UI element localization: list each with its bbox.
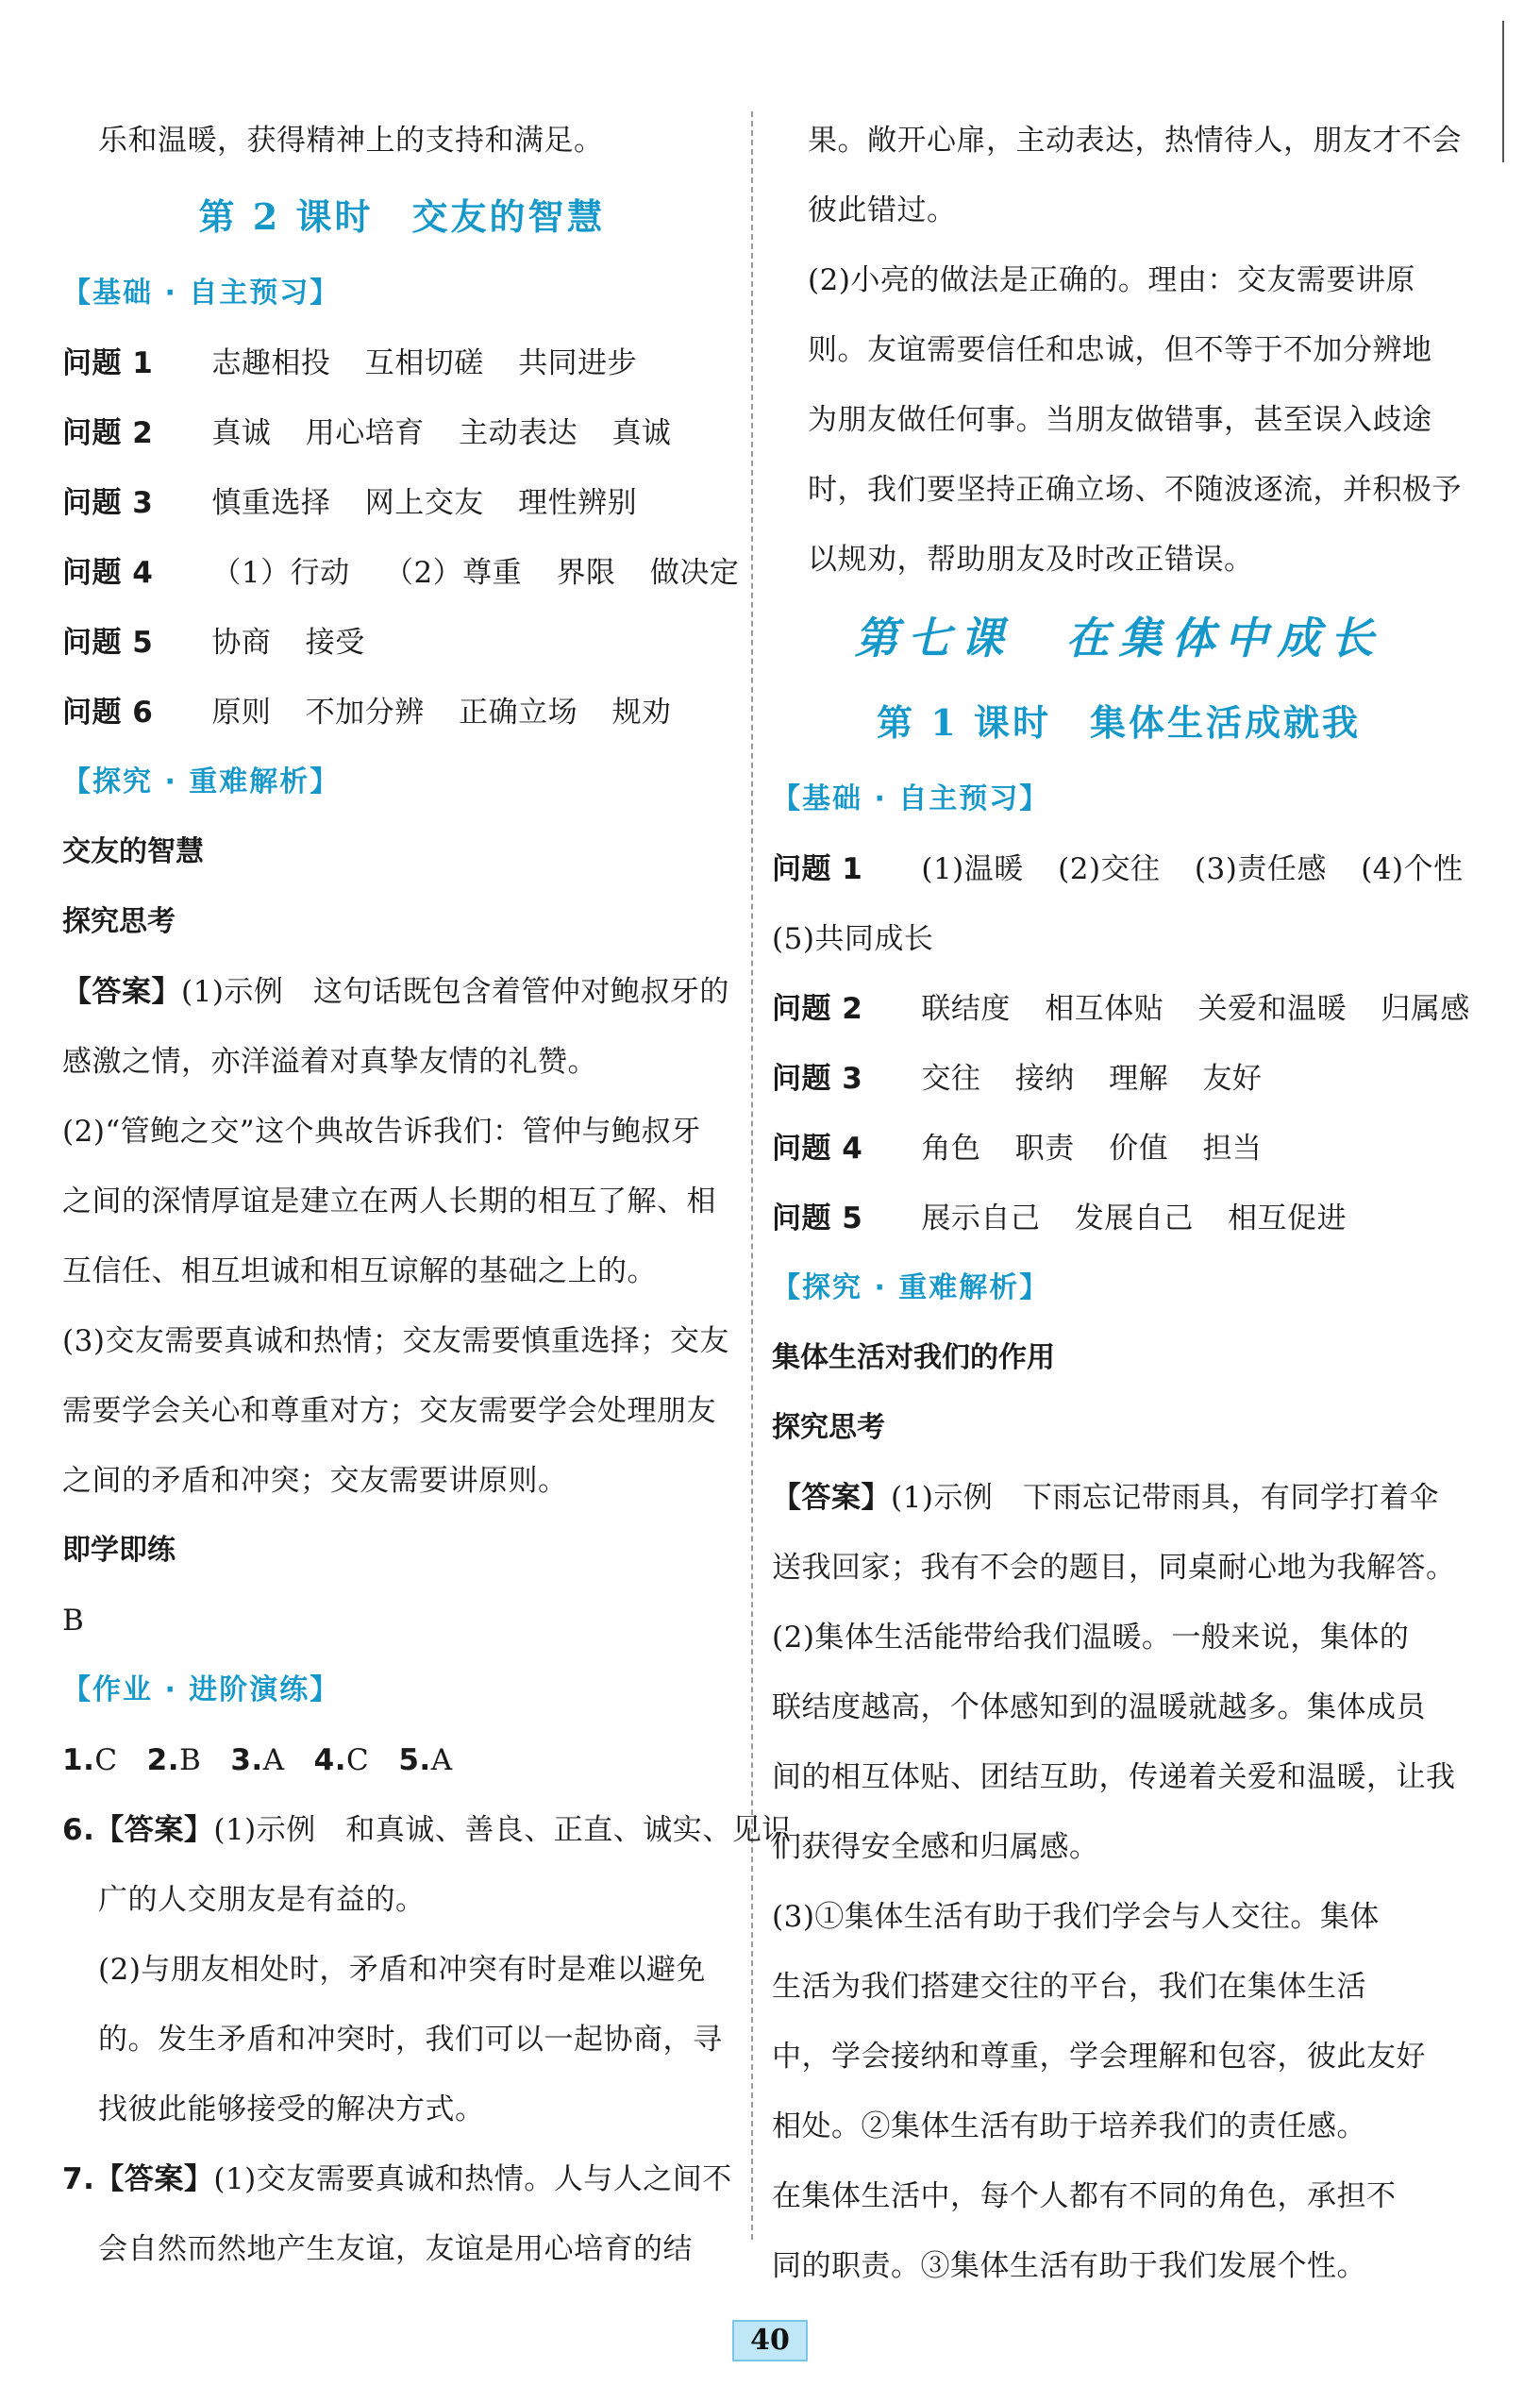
answer-item: 不加分辨 xyxy=(305,696,425,730)
answer-tag: 【答案】 xyxy=(94,1813,214,1847)
question-row xyxy=(62,678,742,748)
answer-line: 感激之情，亦洋溢着对真挚友情的礼赞。 xyxy=(62,1045,597,1079)
answer-text: (1)示例 这句话既包含着管仲对鲍叔牙的 xyxy=(181,975,729,1009)
question-row xyxy=(62,328,742,398)
answer-line: 的。发生矛盾和冲突时，我们可以一起协商，寻 xyxy=(98,2023,723,2057)
answer-line: 相处。②集体生活有助于培养我们的责任感。 xyxy=(772,2109,1366,2143)
mc-answer: C xyxy=(346,1743,370,1777)
section-title-lesson1: 第 1 课时 集体生活成就我 xyxy=(877,701,1361,744)
answer-item: 真诚 xyxy=(211,416,272,450)
answer-item: 归属感 xyxy=(1381,992,1470,1026)
answer-item: (1)温暖 xyxy=(921,852,1024,886)
answer-item: 理性辨别 xyxy=(518,486,638,520)
answer-item: (2)交往 xyxy=(1058,852,1161,886)
answer-line: (2)与朋友相处时，矛盾和冲突有时是难以避免 xyxy=(98,1953,706,1987)
answer-item: (4)个性 xyxy=(1361,852,1464,886)
question-label: 问题 6 xyxy=(62,696,154,730)
answer-line: 在集体生活中，每个人都有不同的角色，承担不 xyxy=(772,2179,1397,2213)
question-label: 问题 1 xyxy=(772,852,863,886)
answer-line: 之间的深情厚谊是建立在两人长期的相互了解、相 xyxy=(62,1185,716,1218)
left-top-line: 乐和温暖，获得精神上的支持和满足。 xyxy=(98,124,604,158)
answer-line: 则。友谊需要信任和忠诚，但不等于不加分辨地 xyxy=(808,333,1432,367)
answer-line: 果。敞开心扉，主动表达，热情待人，朋友才不会 xyxy=(808,124,1462,158)
answer-item: 主动表达 xyxy=(459,416,578,450)
mc-number: 1. xyxy=(62,1743,95,1777)
answer-line: 之间的矛盾和冲突；交友需要讲原则。 xyxy=(62,1464,568,1498)
answer-item: 职责 xyxy=(1014,1132,1075,1166)
answer-line: 广的人交朋友是有益的。 xyxy=(98,1883,426,1917)
mc-number: 4. xyxy=(313,1743,347,1777)
question-label: 问题 3 xyxy=(772,1062,863,1096)
section-title-lesson2: 第 2 课时 交友的智慧 xyxy=(198,195,606,238)
mc-number: 2. xyxy=(146,1743,180,1777)
answer-line xyxy=(62,1795,792,1865)
mc-answer: B xyxy=(179,1743,202,1777)
answer-line: 以规劝，帮助朋友及时改正错误。 xyxy=(808,543,1254,577)
answer-item: 正确立场 xyxy=(459,696,578,730)
question-row xyxy=(772,1044,1465,1114)
topic-heading: 集体生活对我们的作用 xyxy=(772,1341,1055,1374)
answer-item: 联结度 xyxy=(921,992,1011,1026)
answer-item: 展示自己 xyxy=(921,1201,1041,1235)
answer-line: 送我回家；我有不会的题目，同桌耐心地为我解答。 xyxy=(772,1551,1456,1585)
section-header-explore: 【探究 · 重难解析】 xyxy=(62,765,341,798)
answer-item: 担当 xyxy=(1202,1132,1263,1166)
answer-item: 接受 xyxy=(305,626,365,660)
answer-item: 友好 xyxy=(1202,1062,1263,1096)
lesson-title: 第七课 在集体中成长 xyxy=(854,613,1383,664)
answer-item: 交往 xyxy=(921,1062,981,1096)
question-row xyxy=(62,468,742,538)
mc-number: 3. xyxy=(230,1743,263,1777)
question-row xyxy=(772,974,1470,1044)
answer-item: (3)责任感 xyxy=(1194,852,1327,886)
answer-line: 会自然而然地产生友谊，友谊是用心培育的结 xyxy=(98,2232,693,2266)
question-label: 问题 1 xyxy=(62,346,154,380)
mc-answer: C xyxy=(94,1743,118,1777)
section-header-homework: 【作业 · 进阶演练】 xyxy=(62,1673,341,1706)
answer-line: 为朋友做任何事。当朋友做错事，甚至误入歧途 xyxy=(808,403,1432,437)
answer-item: 真诚 xyxy=(611,416,672,450)
answer-item: 志趣相投 xyxy=(211,346,331,380)
answer-text: (1)示例 下雨忘记带雨具，有同学打着伞 xyxy=(891,1481,1439,1515)
section-header-explore: 【探究 · 重难解析】 xyxy=(772,1271,1050,1304)
answer-item: 角色 xyxy=(921,1132,981,1166)
answer-item: 规劝 xyxy=(611,696,672,730)
answer-item: 价值 xyxy=(1109,1132,1169,1166)
answer-line: 需要学会关心和尊重对方；交友需要学会处理朋友 xyxy=(62,1394,716,1428)
mc-number: 5. xyxy=(398,1743,431,1777)
answer-item: 互相切磋 xyxy=(364,346,484,380)
section-header-preview: 【基础 · 自主预习】 xyxy=(772,782,1050,815)
practice-answer: B xyxy=(62,1604,85,1638)
answer-line: (5)共同成长 xyxy=(772,922,934,956)
page-edge-line xyxy=(1502,21,1504,162)
answer-line: (3)①集体生活有助于我们学会与人交往。集体 xyxy=(772,1900,1380,1934)
question-label: 问题 4 xyxy=(772,1132,863,1166)
answer-line: (2)集体生活能带给我们温暖。一般来说，集体的 xyxy=(772,1621,1410,1655)
left-column xyxy=(62,106,792,2284)
answer-item: 接纳 xyxy=(1014,1062,1075,1096)
answer-item: 相互促进 xyxy=(1228,1201,1348,1235)
question-number: 7. xyxy=(62,2162,95,2196)
answer-line: 中，学会接纳和尊重，学会理解和包容，彼此友好 xyxy=(772,2040,1426,2074)
practice-heading: 即学即练 xyxy=(62,1534,176,1567)
answer-item: 理解 xyxy=(1109,1062,1169,1096)
question-row xyxy=(62,608,742,678)
answer-item: 界限 xyxy=(556,556,616,590)
section-header-preview: 【基础 · 自主预习】 xyxy=(62,277,341,310)
think-heading: 探究思考 xyxy=(772,1411,885,1444)
answer-line xyxy=(62,957,742,1027)
topic-heading: 交友的智慧 xyxy=(62,835,204,868)
answer-line: (2)“管鲍之交”这个典故告诉我们：管仲与鲍叔牙 xyxy=(62,1115,701,1149)
question-row xyxy=(62,538,742,608)
answer-item: 共同进步 xyxy=(518,346,638,380)
page-number: 40 xyxy=(732,2320,808,2361)
answer-line xyxy=(772,1463,1465,1533)
answer-item: 用心培育 xyxy=(305,416,425,450)
answer-item: 关爱和温暖 xyxy=(1197,992,1348,1026)
think-heading: 探究思考 xyxy=(62,905,176,938)
question-row xyxy=(772,834,1465,904)
answer-item: 做决定 xyxy=(649,556,740,590)
answer-item: 原则 xyxy=(211,696,272,730)
question-label: 问题 5 xyxy=(62,626,154,660)
answer-line: 生活为我们搭建交往的平台，我们在集体生活 xyxy=(772,1970,1366,2004)
answer-line: 找彼此能够接受的解决方式。 xyxy=(98,2092,485,2126)
answer-item: 网上交友 xyxy=(364,486,484,520)
answer-item: 发展自己 xyxy=(1074,1201,1194,1235)
answer-line: 们获得安全感和归属感。 xyxy=(772,1830,1099,1864)
answer-tag: 【答案】 xyxy=(94,2162,214,2196)
question-number: 6. xyxy=(62,1813,95,1847)
answer-text: (1)交友需要真诚和热情。人与人之间不 xyxy=(213,2162,732,2196)
answer-line: 彼此错过。 xyxy=(808,193,957,227)
answer-line: (2)小亮的做法是正确的。理由：交友需要讲原 xyxy=(808,263,1415,297)
question-label: 问题 4 xyxy=(62,556,154,590)
question-row xyxy=(62,398,742,468)
multiple-choice-answers xyxy=(62,1725,742,1795)
answer-tag: 【答案】 xyxy=(62,975,181,1009)
answer-line: 间的相互体贴、团结互助，传递着关爱和温暖，让我 xyxy=(772,1760,1456,1794)
answer-item: 慎重选择 xyxy=(211,486,331,520)
question-label: 问题 3 xyxy=(62,486,154,520)
answer-item: （1）行动 xyxy=(211,556,350,590)
question-row xyxy=(772,1184,1465,1253)
answer-line xyxy=(62,2144,742,2214)
answer-line: 时，我们要坚持正确立场、不随波逐流，并积极予 xyxy=(808,473,1462,507)
question-row xyxy=(772,1114,1465,1184)
answer-text: (1)示例 和真诚、善良、正直、诚实、见识 xyxy=(213,1813,792,1847)
right-column xyxy=(772,106,1470,2301)
question-label: 问题 2 xyxy=(62,416,154,450)
answer-item: 相互体贴 xyxy=(1045,992,1164,1026)
answer-line: 联结度越高，个体感知到的温暖就越多。集体成员 xyxy=(772,1690,1426,1724)
answer-line: 同的职责。③集体生活有助于我们发展个性。 xyxy=(772,2249,1366,2283)
question-label: 问题 2 xyxy=(772,992,863,1026)
mc-answer: A xyxy=(262,1743,285,1777)
column-divider xyxy=(751,111,753,2240)
answer-item: 协商 xyxy=(211,626,272,660)
answer-tag: 【答案】 xyxy=(772,1481,891,1515)
answer-line: (3)交友需要真诚和热情；交友需要慎重选择；交友 xyxy=(62,1324,729,1358)
question-label: 问题 5 xyxy=(772,1201,863,1235)
answer-item: （2）尊重 xyxy=(383,556,523,590)
mc-answer: A xyxy=(430,1743,453,1777)
answer-line: 互信任、相互坦诚和相互谅解的基础之上的。 xyxy=(62,1254,657,1288)
